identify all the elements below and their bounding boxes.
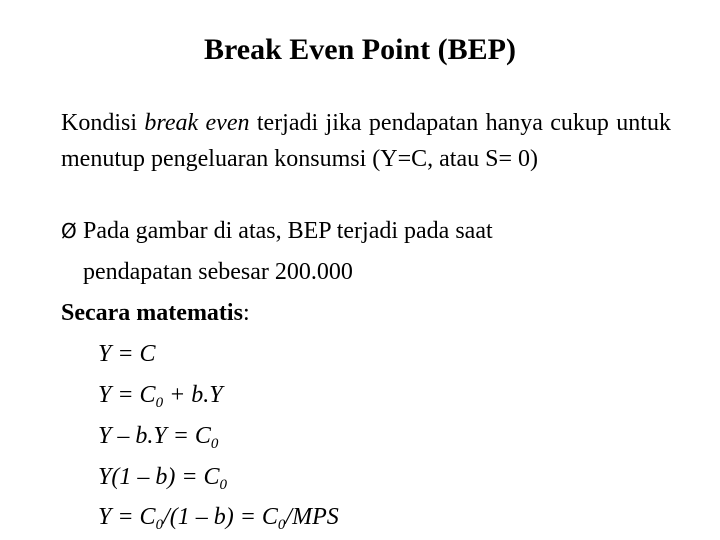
paragraph-text-1: Kondisi bbox=[61, 110, 145, 136]
equation-2-part-a: Y = C bbox=[98, 382, 156, 408]
equation-2-subscript: 0 bbox=[155, 395, 164, 411]
equation-2 bbox=[98, 377, 223, 413]
equation-5-part-a: Y = C bbox=[98, 504, 156, 530]
equation-3-part-a: Y – b.Y = C bbox=[98, 423, 211, 449]
slide-title: Break Even Point (BEP) bbox=[204, 33, 516, 66]
equation-1: Y = C bbox=[98, 341, 156, 367]
bullet-text-line1: Pada gambar di atas, BEP terjadi pada saat bbox=[83, 218, 493, 244]
bullet-text-line2: pendapatan sebesar 200.000 bbox=[83, 259, 353, 285]
paragraph-italic-term: break even bbox=[144, 110, 250, 136]
equation-4-part-a: Y(1 – b) = C bbox=[98, 464, 220, 490]
equation-3 bbox=[98, 418, 218, 454]
equation-2-part-b: + b.Y bbox=[163, 382, 223, 408]
equation-4 bbox=[98, 459, 227, 495]
math-heading bbox=[61, 295, 250, 331]
equation-5-part-c: /MPS bbox=[285, 504, 339, 530]
bullet-item bbox=[61, 213, 493, 249]
equation-5-part-b: /(1 – b) = C bbox=[163, 504, 278, 530]
paragraph-text-2: terjadi jika pendapatan hanya cukup untuk menutup pengeluaran konsumsi (Y=C, atau S= 0) bbox=[61, 110, 671, 172]
equation-5-subscript-2: 0 bbox=[277, 517, 286, 533]
definition-paragraph bbox=[61, 105, 671, 177]
equation-5 bbox=[98, 499, 339, 535]
arrow-bullet-icon: Ø bbox=[61, 219, 77, 243]
equation-3-subscript: 0 bbox=[210, 436, 219, 452]
equation-5-subscript-1: 0 bbox=[155, 517, 164, 533]
math-heading-colon: : bbox=[242, 300, 250, 326]
equation-4-subscript: 0 bbox=[219, 477, 228, 493]
math-heading-bold: Secara matematis bbox=[61, 300, 243, 326]
